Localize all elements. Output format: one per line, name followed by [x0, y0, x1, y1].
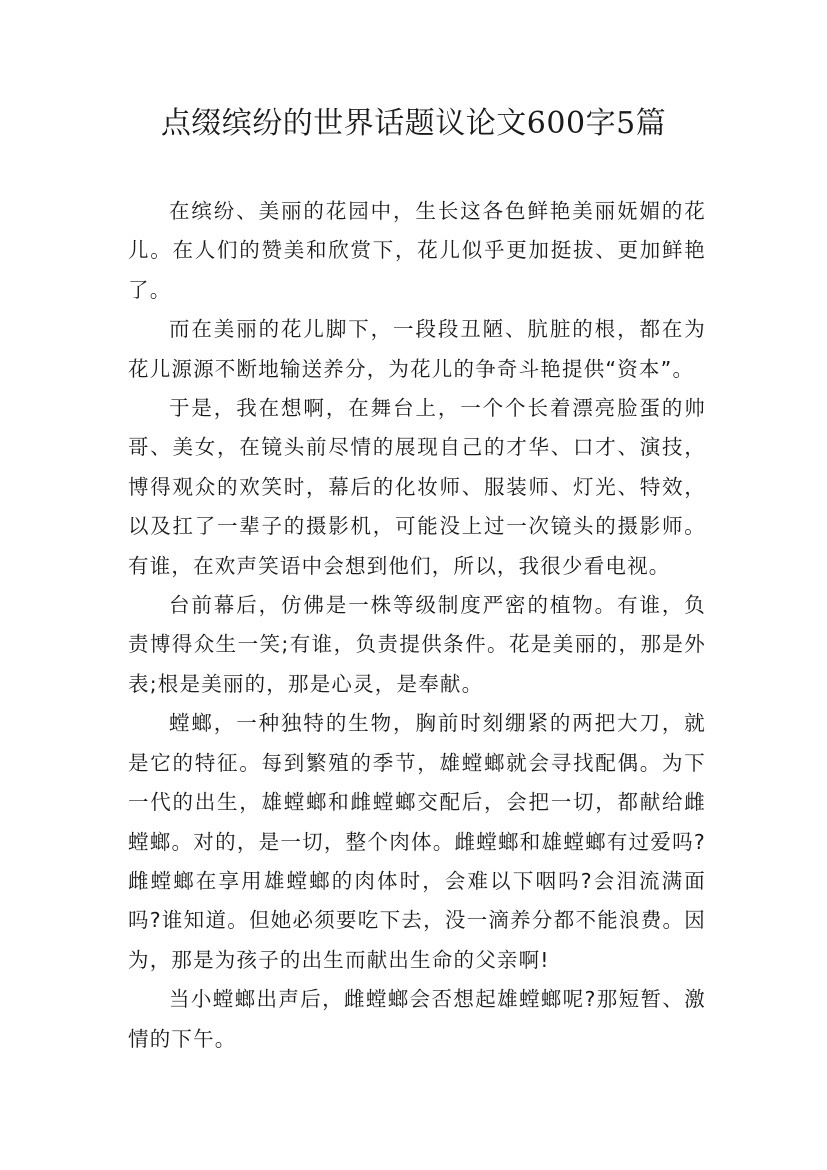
document-title: 点缀缤纷的世界话题议论文600字5篇: [160, 106, 667, 141]
paragraph-2: 而在美丽的花儿脚下，一段段丑陋、肮脏的根，都在为花儿源源不断地输送养分，为花儿的争奇斗艳提供“资本”。: [128, 317, 706, 381]
paragraph-1: 在缤纷、美丽的花园中，生长这各色鲜艳美丽妩媚的花儿。在人们的赞美和欣赏下，花儿似乎更加挺拔、更加鲜艳了。: [128, 199, 706, 302]
document-body: [128, 192, 706, 1059]
paragraph-4: 台前幕后，仿佛是一株等级制度严密的植物。有谁，负责博得众生一笑;有谁，负责提供条件。花是美丽的，那是外表;根是美丽的，那是心灵，是奉献。: [128, 593, 706, 696]
paragraph-3: 于是，我在想啊，在舞台上，一个个长着漂亮脸蛋的帅哥、美女，在镜头前尽情的展现自己的才华、口才、演技，博得观众的欢笑时，幕后的化妆师、服装师、灯光、特效，以及扛了一辈子的摄影机，可能没上过一次镜头的摄影师。有谁，在欢声笑语中会想到他们，所以，我很少看电视。: [128, 396, 706, 578]
paragraph-5: 螳螂，一种独特的生物，胸前时刻绷紧的两把大刀，就是它的特征。每到繁殖的季节，雄螳螂就会寻找配偶。为下一代的出生，雄螳螂和雌螳螂交配后，会把一切，都献给雌螳螂。对的，是一切，整个肉体。雌螳螂和雄螳螂有过爱吗?雌螳螂在享用雄螳螂的肉体时，会难以下咽吗?会泪流满面吗?谁知道。但她必须要吃下去，没一滴养分都不能浪费。因为，那是为孩子的出生而献出生命的父亲啊!: [128, 711, 706, 972]
paragraph-6: 当小螳螂出声后，雌螳螂会否想起雄螳螂呢?那短暂、激情的下午。: [128, 987, 706, 1051]
